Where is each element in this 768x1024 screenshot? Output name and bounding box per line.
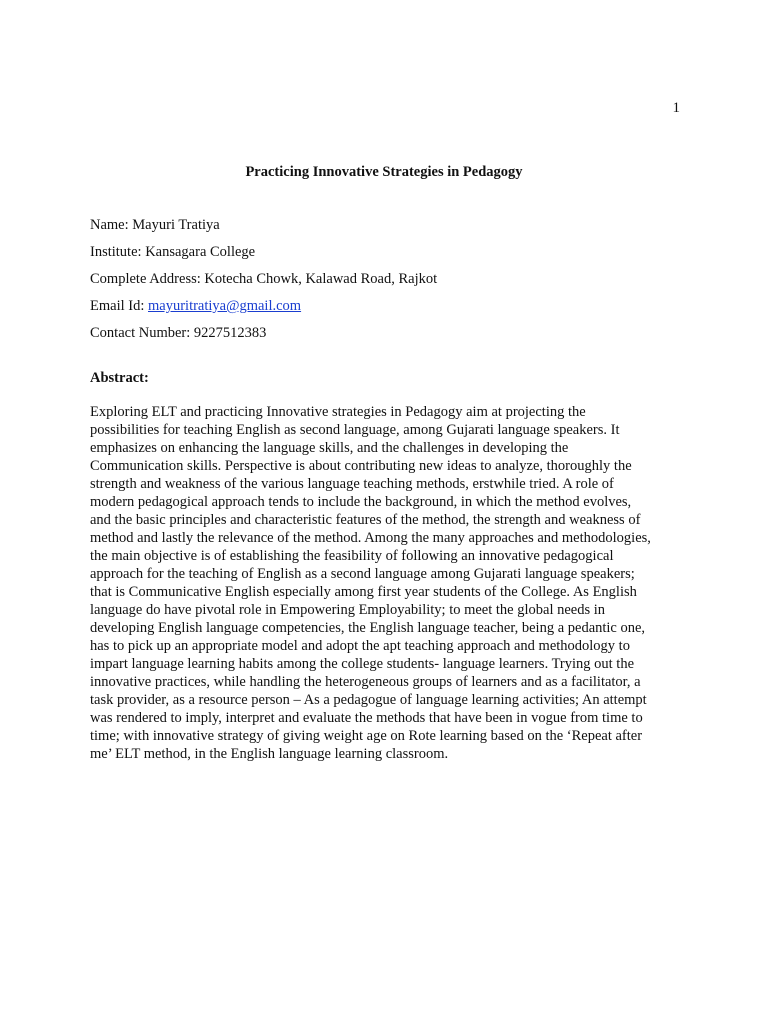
contact-label: Contact Number: [90,325,194,341]
institute-value: Kansagara College [145,244,256,260]
address-line [90,270,437,288]
abstract-line: me’ ELT method, in the English language learning classroom. [90,746,449,762]
abstract-line: the main objective is of establishing the feasibility of following an innovative pedagogical [90,548,614,564]
email-link[interactable]: mayuritratiya@gmail.com [148,298,302,314]
email-line [90,297,301,315]
abstract-line: that is Communicative English especially among first year students of the College. As English [90,584,637,600]
abstract-line: task provider, as a resource person – As a pedagogue of language learning activities; An attempt [90,692,647,708]
abstract-line: Communication skills. Perspective is about contributing new ideas to analyze, thoroughly the [90,458,632,474]
contact-line [90,324,266,342]
institute-label: Institute: [90,244,146,260]
abstract-heading: Abstract: [90,370,149,386]
abstract-line: Exploring ELT and practicing Innovative strategies in Pedagogy aim at projecting the [90,404,586,420]
author-name-line [90,216,220,234]
contact-value: 9227512383 [193,325,267,341]
author-name-value: Mayuri Tratiya [132,217,220,233]
paper-title: Practicing Innovative Strategies in Pedagogy [245,164,523,180]
institute-line [90,243,255,261]
abstract-line: has to pick up an appropriate model and adopt the apt teaching approach and methodology to [90,638,630,654]
abstract-line: innovative practices, while handling the heterogeneous groups of learners and as a facilitator, a [90,674,641,690]
abstract-line: was rendered to imply, interpret and evaluate the methods that have been in vogue from time to [90,710,643,726]
abstract-line: strength and weakness of the various language teaching methods, erstwhile tried. A role of [90,476,614,492]
abstract-line: approach for the teaching of English as a second language among Gujarati language speakers; [90,566,635,582]
page-number: 1 [672,100,680,116]
abstract-line: impart language learning habits among the college students- language learners. Trying out the [90,656,635,672]
abstract-line: and the basic principles and characteristic features of the method, the strength and weakness of [90,512,641,528]
abstract-line: language do have pivotal role in Empowering Employability; to meet the global needs in [90,602,606,618]
address-label: Complete Address: [90,271,205,287]
abstract-line: developing English language competencies, the English language teacher, being a pedantic one, [90,620,646,636]
author-name-label: Name: [90,217,133,233]
abstract-line: possibilities for teaching English as second language, among Gujarati language speakers. It [90,422,620,438]
abstract-line: modern pedagogical approach tends to include the background, in which the method evolves, [90,494,632,510]
abstract-line: method and lastly the relevance of the method. Among the many approaches and methodologies, [90,530,651,546]
email-label: Email Id: [90,298,148,314]
abstract-line: emphasizes on enhancing the language skills, and the challenges in developing the [90,440,569,456]
abstract-body [90,403,690,763]
abstract-line: time; with innovative strategy of giving weight age on Rote learning based on the ‘Repeat after [90,728,643,744]
address-value: Kotecha Chowk, Kalawad Road, Rajkot [204,271,438,287]
